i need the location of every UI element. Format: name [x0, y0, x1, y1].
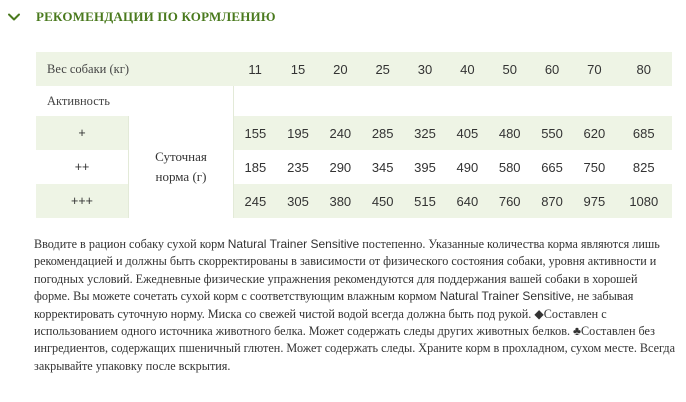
value-cell: 640	[446, 184, 488, 218]
value-cell: 305	[277, 184, 319, 218]
weight-cell: 80	[616, 52, 672, 86]
weight-cell: 40	[446, 52, 488, 86]
value-cell: 235	[277, 150, 319, 184]
diamond-icon: ◆	[534, 306, 544, 321]
value-cell: 450	[362, 184, 404, 218]
value-cell: 240	[319, 116, 361, 150]
activity-level: ++	[36, 150, 129, 184]
value-cell: 870	[531, 184, 573, 218]
norm-label-line1: Суточная	[155, 149, 207, 164]
brand-name: Natural Trainer Sensitive	[439, 289, 572, 304]
desc-text-4: Составлен с использованием одного источника животного белка. Может содержать следы других животных белков.	[34, 306, 607, 339]
value-cell: 285	[362, 116, 404, 150]
value-cell: 1080	[616, 184, 672, 218]
activity-level: +	[36, 116, 129, 150]
table-row	[36, 116, 672, 150]
activity-label: Активность	[36, 86, 234, 116]
value-cell: 760	[489, 184, 531, 218]
desc-text-3: , не забывая корректировать суточную норму. Миска со свежей чистой водой всегда должна быть под рукой.	[34, 289, 634, 321]
chevron-down-icon[interactable]	[6, 9, 22, 25]
section-header[interactable]	[6, 6, 276, 28]
desc-text-2: постепенно. Указанные количества корма являются лишь рекомендацией и должны быть скорректированы в зависимости от физического состояния собаки, уровня активности и погодных условий. Ежедневные физические упражнения рекомендуются для поддержания вашей собаки в хорошей форме. Вы можете сочетать сухой корм с соответствующим влажным кормом	[34, 237, 660, 304]
weight-cell: 15	[277, 52, 319, 86]
section-title: РЕКОМЕНДАЦИИ ПО КОРМЛЕНИЮ	[36, 9, 276, 24]
value-cell: 480	[489, 116, 531, 150]
weight-row	[36, 52, 672, 86]
weight-cell: 70	[573, 52, 615, 86]
value-cell: 550	[531, 116, 573, 150]
weight-cell: 60	[531, 52, 573, 86]
value-cell: 620	[573, 116, 615, 150]
value-cell: 395	[404, 150, 446, 184]
value-cell: 195	[277, 116, 319, 150]
value-cell: 325	[404, 116, 446, 150]
value-cell: 380	[319, 184, 361, 218]
value-cell: 155	[234, 116, 277, 150]
club-icon: ♣	[573, 324, 582, 339]
desc-text-1: Вводите в рацион собаку сухой корм	[34, 237, 228, 251]
weight-cell: 25	[362, 52, 404, 86]
value-cell: 185	[234, 150, 277, 184]
brand-name: Natural Trainer Sensitive	[227, 237, 360, 251]
weight-cell: 11	[234, 52, 277, 86]
value-cell: 975	[573, 184, 615, 218]
value-cell: 405	[446, 116, 488, 150]
value-cell: 290	[319, 150, 361, 184]
norm-label-line2: норма (г)	[155, 169, 207, 184]
value-cell: 245	[234, 184, 277, 218]
activity-row	[36, 86, 672, 116]
value-cell: 345	[362, 150, 404, 184]
value-cell: 490	[446, 150, 488, 184]
weight-cell: 50	[489, 52, 531, 86]
value-cell: 685	[616, 116, 672, 150]
activity-blank	[234, 86, 673, 116]
value-cell: 665	[531, 150, 573, 184]
weight-cell: 20	[319, 52, 361, 86]
value-cell: 580	[489, 150, 531, 184]
daily-norm-label	[129, 116, 234, 218]
desc-text-5: Составлен без ингредиентов, содержащих пшеничный глютен. Может содержать следы. Храните корм в прохладном, сухом месте. Всегда закрывайте упаковку после вскрытия.	[34, 324, 676, 373]
weight-cell: 30	[404, 52, 446, 86]
feeding-table	[36, 52, 672, 218]
value-cell: 750	[573, 150, 615, 184]
weight-label: Вес собаки (кг)	[36, 52, 234, 86]
value-cell: 825	[616, 150, 672, 184]
feeding-description	[34, 236, 676, 375]
activity-level: +++	[36, 184, 129, 218]
value-cell: 515	[404, 184, 446, 218]
